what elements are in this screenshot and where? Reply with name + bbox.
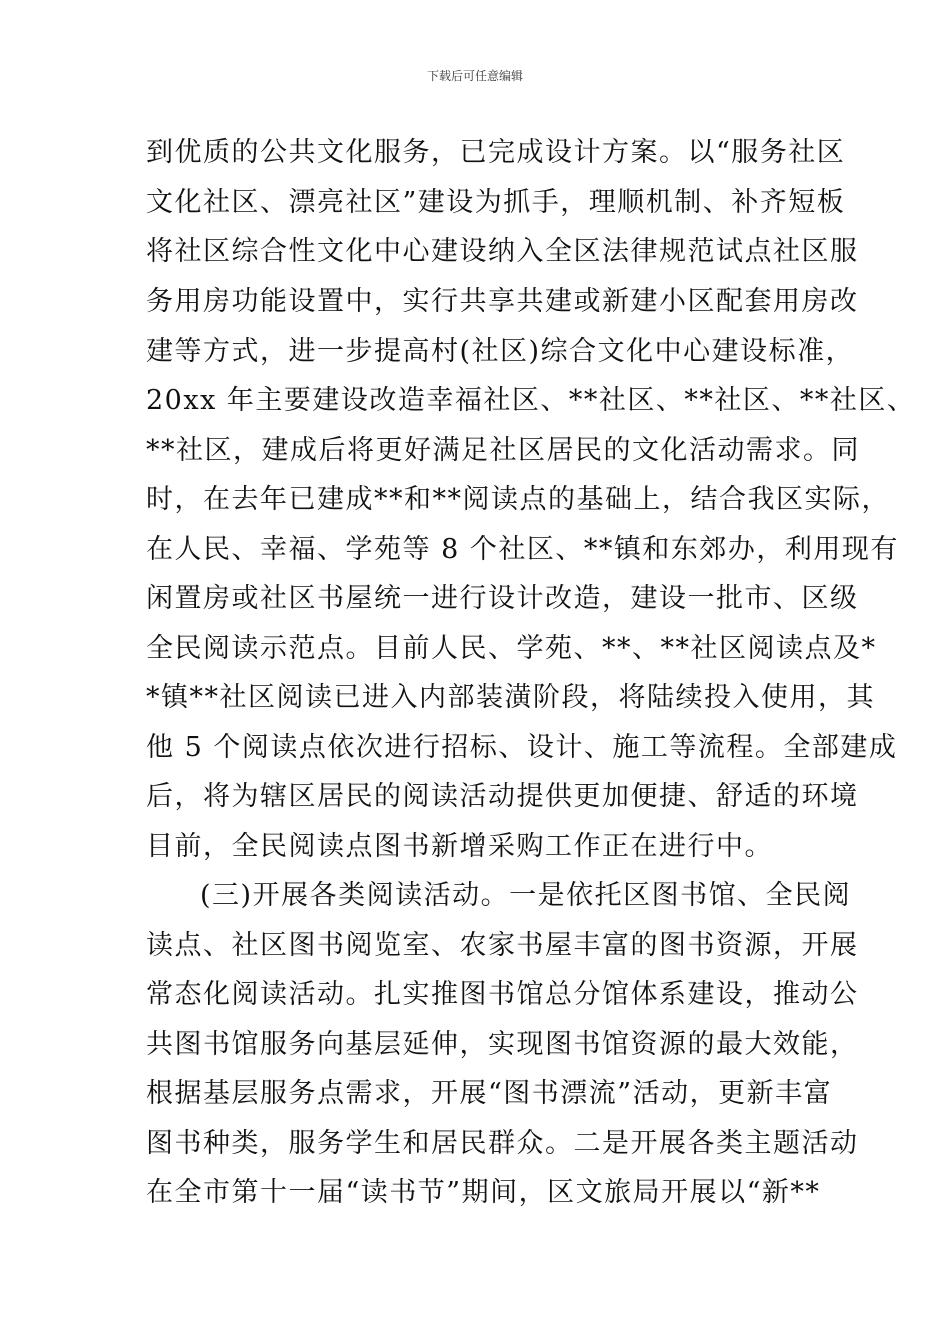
body-line: 在全市第十一届“读书节”期间，区文旅局开展以“新**: [146, 1177, 821, 1208]
section-heading-line: (三)开展各类阅读活动。一是依托区图书馆、全民阅: [200, 880, 852, 911]
body-line: *镇**社区阅读已进入内部装潢阶段，将陆续投入使用，其: [146, 682, 875, 713]
body-line: 时，在去年已建成**和**阅读点的基础上，结合我区实际，: [146, 484, 890, 515]
body-line: 在人民、幸福、学苑等 8 个社区、**镇和东郊办，利用现有: [146, 534, 899, 565]
body-line: 目前，全民阅读点图书新增采购工作正在进行中。: [146, 831, 773, 862]
body-line: **社区，建成后将更好满足社区居民的文化活动需求。同: [146, 435, 860, 466]
body-line: 20xx 年主要建设改造幸福社区、**社区、**社区、**社区、: [146, 385, 916, 416]
body-line: 共图书馆服务向基层延伸，实现图书馆资源的最大效能，: [146, 1029, 859, 1060]
page-header: 下载后可任意编辑: [426, 69, 523, 83]
body-line: 到优质的公共文化服务，已完成设计方案。以“服务社区: [146, 137, 846, 168]
body-line: 文化社区、漂亮社区”建设为抓手，理顺机制、补齐短板: [146, 187, 846, 218]
body-line: 建等方式，进一步提高村(社区)综合文化中心建设标准，: [146, 336, 855, 367]
body-line: 闲置房或社区书屋统一进行设计改造，建设一批市、区级: [146, 583, 859, 614]
body-line: 读点、社区图书阅览室、农家书屋丰富的图书资源，开展: [146, 930, 859, 961]
body-line: 图书种类，服务学生和居民群众。二是开展各类主题活动: [146, 1128, 859, 1159]
body-line: 常态化阅读活动。扎实推图书馆总分馆体系建设，推动公: [146, 979, 859, 1010]
body-line: 将社区综合性文化中心建设纳入全区法律规范试点社区服: [146, 236, 859, 267]
body-line: 全民阅读示范点。目前人民、学苑、**、**社区阅读点及*: [146, 633, 877, 664]
body-line: 务用房功能设置中，实行共享共建或新建小区配套用房改: [146, 286, 859, 317]
body-line: 根据基层服务点需求，开展“图书漂流”活动，更新丰富: [146, 1078, 833, 1109]
body-line: 后，将为辖区居民的阅读活动提供更加便捷、舒适的环境: [146, 781, 859, 812]
body-line: 他 5 个阅读点依次进行招标、设计、施工等流程。全部建成: [146, 732, 898, 763]
